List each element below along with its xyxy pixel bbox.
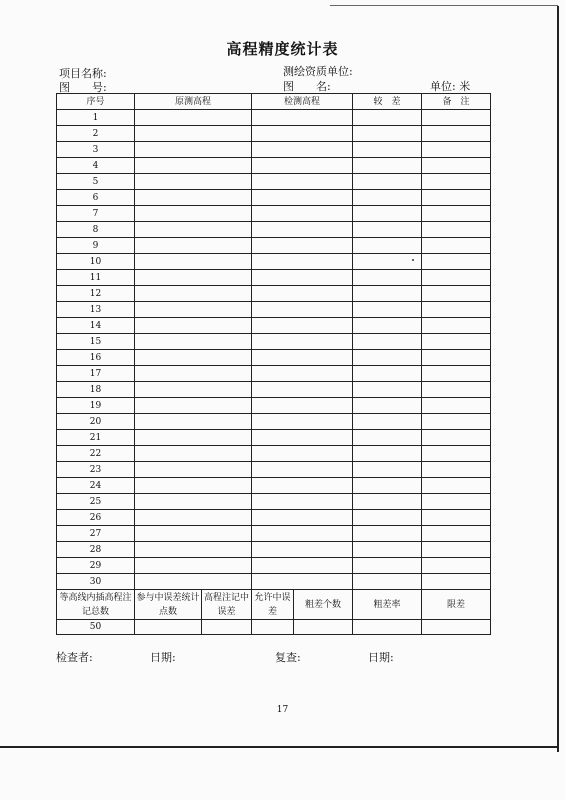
column-header: 较 差: [353, 94, 422, 110]
summary-cell: [353, 620, 422, 635]
table-cell: [135, 558, 252, 574]
table-cell: [353, 350, 422, 366]
summary-header: 参与中误差统计点数: [135, 590, 202, 620]
row-number: 12: [57, 286, 135, 302]
table-cell: [252, 158, 353, 174]
table-cell: [252, 382, 353, 398]
summary-cell: [135, 620, 202, 635]
table-row: [57, 478, 491, 494]
table-row: [57, 398, 491, 414]
row-number: 9: [57, 238, 135, 254]
table-row: [57, 446, 491, 462]
summary-cell: [252, 620, 294, 635]
table-cell: [252, 462, 353, 478]
table-cell: [135, 334, 252, 350]
table-cell: [252, 366, 353, 382]
summary-table: [56, 589, 491, 635]
map-number-label: 图 号:: [59, 81, 107, 94]
page-edge-right: [557, 6, 559, 752]
table-cell: [422, 190, 491, 206]
table-cell: [252, 286, 353, 302]
table-cell: [422, 206, 491, 222]
unit-label: 单位: 米: [430, 80, 471, 93]
table-cell: [252, 222, 353, 238]
table-cell: [422, 238, 491, 254]
table-cell: [353, 318, 422, 334]
table-cell: [135, 446, 252, 462]
column-header: 序号: [57, 94, 135, 110]
row-number: 20: [57, 414, 135, 430]
table-row: [57, 238, 491, 254]
table-row: [57, 142, 491, 158]
map-name-label: 图 名:: [283, 80, 331, 93]
table-cell: [135, 430, 252, 446]
table-cell: [353, 526, 422, 542]
table-cell: [135, 494, 252, 510]
table-cell: [422, 478, 491, 494]
table-cell: [252, 478, 353, 494]
table-cell: [252, 430, 353, 446]
summary-cell: [202, 620, 252, 635]
row-number: 11: [57, 270, 135, 286]
table-row: [57, 542, 491, 558]
table-cell: [353, 222, 422, 238]
review-date-label: 日期:: [368, 651, 394, 664]
table-row: [57, 574, 491, 590]
table-cell: [422, 446, 491, 462]
table-cell: [353, 510, 422, 526]
ink-dot: [412, 259, 414, 261]
table-row: [57, 510, 491, 526]
row-number: 7: [57, 206, 135, 222]
table-row: [57, 526, 491, 542]
row-number: 30: [57, 574, 135, 590]
table-cell: [353, 462, 422, 478]
table-cell: [252, 446, 353, 462]
table-row: [57, 494, 491, 510]
summary-value-row: [57, 620, 491, 635]
table-cell: [252, 206, 353, 222]
elevation-table: [56, 93, 491, 590]
row-number: 16: [57, 350, 135, 366]
row-number: 19: [57, 398, 135, 414]
table-cell: [422, 110, 491, 126]
row-number: 17: [57, 366, 135, 382]
summary-header: 粗差个数: [294, 590, 353, 620]
survey-qualification-label: 测绘资质单位:: [283, 65, 353, 78]
row-number: 1: [57, 110, 135, 126]
table-cell: [135, 414, 252, 430]
table-cell: [252, 190, 353, 206]
table-cell: [422, 382, 491, 398]
project-name-label: 项目名称:: [59, 67, 107, 80]
summary-header: 粗差率: [353, 590, 422, 620]
table-cell: [252, 526, 353, 542]
row-number: 28: [57, 542, 135, 558]
table-cell: [135, 238, 252, 254]
table-cell: [135, 574, 252, 590]
table-cell: [422, 126, 491, 142]
row-number: 6: [57, 190, 135, 206]
check-date-label: 日期:: [150, 651, 176, 664]
table-cell: [135, 206, 252, 222]
table-cell: [353, 382, 422, 398]
page-edge-top: [330, 5, 558, 6]
checker-label: 检查者:: [56, 651, 93, 664]
table-cell: [135, 190, 252, 206]
column-header: 备 注: [422, 94, 491, 110]
table-row: [57, 350, 491, 366]
table-cell: [135, 126, 252, 142]
table-cell: [353, 446, 422, 462]
row-number: 4: [57, 158, 135, 174]
table-cell: [135, 222, 252, 238]
table-cell: [353, 206, 422, 222]
row-number: 2: [57, 126, 135, 142]
row-number: 8: [57, 222, 135, 238]
table-row: [57, 414, 491, 430]
table-cell: [252, 238, 353, 254]
row-number: 5: [57, 174, 135, 190]
table-cell: [135, 254, 252, 270]
table-cell: [353, 158, 422, 174]
table-cell: [353, 110, 422, 126]
table-cell: [252, 318, 353, 334]
table-cell: [252, 270, 353, 286]
table-cell: [422, 318, 491, 334]
table-cell: [353, 366, 422, 382]
summary-header: 限差: [422, 590, 491, 620]
table-cell: [422, 414, 491, 430]
table-row: [57, 366, 491, 382]
table-row: [57, 286, 491, 302]
table-cell: [422, 286, 491, 302]
table-cell: [422, 142, 491, 158]
table-cell: [135, 526, 252, 542]
table-cell: [252, 142, 353, 158]
table-cell: [135, 142, 252, 158]
table-cell: [353, 254, 422, 270]
row-number: 23: [57, 462, 135, 478]
table-cell: [353, 542, 422, 558]
summary-header: 等高线内插高程注记总数: [57, 590, 135, 620]
row-number: 18: [57, 382, 135, 398]
summary-header: 允许中误差: [252, 590, 294, 620]
page-edge-bottom: [0, 746, 559, 748]
table-row: [57, 190, 491, 206]
table-cell: [422, 158, 491, 174]
table-cell: [135, 350, 252, 366]
table-cell: [252, 334, 353, 350]
row-number: 15: [57, 334, 135, 350]
table-cell: [252, 110, 353, 126]
table-cell: [135, 286, 252, 302]
row-number: 13: [57, 302, 135, 318]
table-row: [57, 126, 491, 142]
table-cell: [135, 542, 252, 558]
summary-cell: [294, 620, 353, 635]
table-row: [57, 558, 491, 574]
table-cell: [422, 526, 491, 542]
table-cell: [353, 286, 422, 302]
table-cell: [422, 366, 491, 382]
row-number: 27: [57, 526, 135, 542]
table-cell: [353, 558, 422, 574]
table-cell: [353, 430, 422, 446]
table-cell: [252, 174, 353, 190]
table-row: [57, 254, 491, 270]
table-cell: [422, 574, 491, 590]
table-row: [57, 158, 491, 174]
table-cell: [252, 254, 353, 270]
table-cell: [252, 574, 353, 590]
table-cell: [135, 110, 252, 126]
table-cell: [353, 334, 422, 350]
table-cell: [252, 350, 353, 366]
table-row: [57, 462, 491, 478]
table-cell: [353, 302, 422, 318]
row-number: 25: [57, 494, 135, 510]
table-cell: [135, 270, 252, 286]
summary-header-row: [57, 590, 491, 620]
table-cell: [135, 158, 252, 174]
table-row: [57, 206, 491, 222]
table-cell: [422, 350, 491, 366]
table-cell: [422, 174, 491, 190]
table-row: [57, 270, 491, 286]
table-cell: [422, 558, 491, 574]
page-number: 17: [276, 705, 289, 715]
table-cell: [422, 302, 491, 318]
table-cell: [252, 126, 353, 142]
table-cell: [422, 542, 491, 558]
table-row: [57, 334, 491, 350]
table-cell: [353, 190, 422, 206]
table-cell: [422, 334, 491, 350]
table-cell: [422, 222, 491, 238]
table-cell: [252, 510, 353, 526]
table-header-row: [57, 94, 491, 110]
table-cell: [422, 510, 491, 526]
row-number: 21: [57, 430, 135, 446]
row-number: 14: [57, 318, 135, 334]
table-cell: [422, 398, 491, 414]
table-cell: [422, 254, 491, 270]
row-number: 3: [57, 142, 135, 158]
table-cell: [422, 462, 491, 478]
table-cell: [422, 430, 491, 446]
table-row: [57, 110, 491, 126]
table-cell: [252, 414, 353, 430]
column-header: 检测高程: [252, 94, 353, 110]
summary-cell: [422, 620, 491, 635]
column-header: 原测高程: [135, 94, 252, 110]
row-number: 10: [57, 254, 135, 270]
table-cell: [252, 398, 353, 414]
table-cell: [135, 478, 252, 494]
table-cell: [353, 414, 422, 430]
table-cell: [252, 302, 353, 318]
table-cell: [135, 174, 252, 190]
table-cell: [135, 366, 252, 382]
table-cell: [422, 270, 491, 286]
summary-total-value: 50: [57, 620, 135, 635]
table-cell: [135, 462, 252, 478]
row-number: 26: [57, 510, 135, 526]
table-cell: [353, 238, 422, 254]
table-row: [57, 222, 491, 238]
table-cell: [353, 174, 422, 190]
table-cell: [135, 510, 252, 526]
table-cell: [252, 558, 353, 574]
table-cell: [252, 494, 353, 510]
table-cell: [135, 398, 252, 414]
table-cell: [353, 270, 422, 286]
table-cell: [353, 574, 422, 590]
row-number: 22: [57, 446, 135, 462]
row-number: 24: [57, 478, 135, 494]
table-cell: [353, 142, 422, 158]
table-row: [57, 318, 491, 334]
table-cell: [135, 382, 252, 398]
table-row: [57, 302, 491, 318]
table-cell: [353, 494, 422, 510]
table-cell: [353, 398, 422, 414]
table-cell: [135, 302, 252, 318]
summary-header: 高程注记中误差: [202, 590, 252, 620]
row-number: 29: [57, 558, 135, 574]
table-cell: [252, 542, 353, 558]
reviewer-label: 复查:: [275, 651, 301, 664]
table-cell: [422, 494, 491, 510]
table-cell: [353, 126, 422, 142]
table-cell: [135, 318, 252, 334]
table-row: [57, 430, 491, 446]
document-title: 高程精度统计表: [226, 40, 339, 58]
table-row: [57, 174, 491, 190]
table-cell: [353, 478, 422, 494]
table-row: [57, 382, 491, 398]
